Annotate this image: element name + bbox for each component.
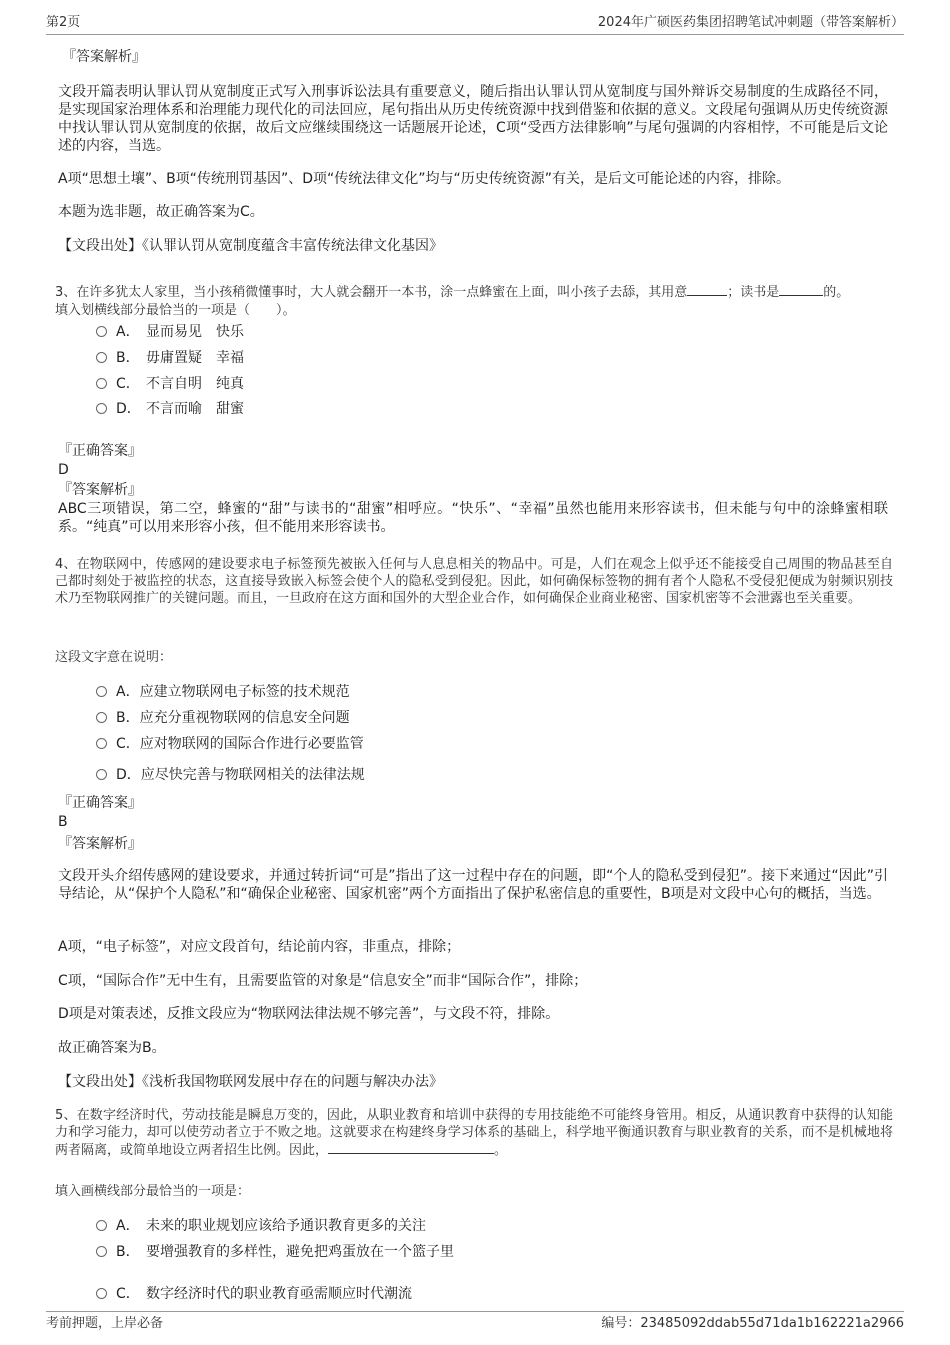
q4-answer-label: 『正确答案』 [58, 795, 142, 811]
radio-icon[interactable] [96, 686, 107, 697]
radio-icon[interactable] [96, 326, 107, 337]
q4-exclude-d: D项是对策表述，反推文段应为“物联网法律法规不够完善”，与文段不符，排除。 [58, 1006, 560, 1022]
radio-icon[interactable] [96, 1246, 107, 1257]
radio-icon[interactable] [96, 738, 107, 749]
q3-answer: D [58, 462, 69, 478]
q4-option-a[interactable]: A．应建立物联网电子标签的技术规范 [96, 683, 350, 701]
q4-exclude-c: C项，“国际合作”无中生有，且需要监管的对象是“信息安全”而非“国际合作”，排除； [58, 973, 588, 989]
q4-stem: 4、在物联网中，传感网的建设要求电子标签预先被嵌入任何与人息息相关的物品中。可是，人们在观念上似乎还不能接受自己周围的物品甚至自己都时刻处于被监控的状态，这直接导致嵌入标签会使个人的隐私受到侵犯。因此，如何确保标签物的拥有者个人隐私不受侵犯便成为射频识别技术乃至物联网推广的关键问题。而且，一旦政府在这方面和国外的大型企业合作，如何确保企业商业秘密、国家机密等不会泄露也至关重要。 [55, 557, 893, 606]
q4-prompt: 这段文字意在说明： [55, 650, 173, 665]
q3-option-d[interactable]: D． 不言而喻 甜蜜 [96, 400, 244, 418]
q4-option-c[interactable]: C．应对物联网的国际合作进行必要监管 [96, 735, 364, 753]
q5-option-c[interactable]: C． 数字经济时代的职业教育亟需顺应时代潮流 [96, 1285, 412, 1303]
document-id: 编号：23485092ddab55d71da1b162221a2966 [601, 1316, 904, 1331]
q4-source: 【文段出处】《浅析我国物联网发展中存在的问题与解决办法》 [58, 1074, 443, 1090]
radio-icon[interactable] [96, 1288, 107, 1299]
q2-analysis-text: 文段开篇表明认罪认罚从宽制度正式写入刑事诉讼法具有重要意义，随后指出认罪认罚从宽制度与国外辩诉交易制度的生成路径不同，是实现国家治理体系和治理能力现代化的司法回应，尾句指出从历史传统资源中找到借鉴和依据的意义。文段尾句强调从历史传统资源中找认罪认罚从宽制度的依据，故后文应继续围绕这一话题展开论述，C项“受西方法律影响”与尾句强调的内容相悖，不可能是后文论述的内容，当选。 [58, 84, 888, 154]
q5-prompt: 填入画横线部分最恰当的一项是： [55, 1184, 251, 1199]
q4-analysis-label: 『答案解析』 [58, 836, 142, 852]
q4-option-d[interactable]: D．应尽快完善与物联网相关的法律法规 [96, 766, 365, 784]
q3-stem-line2: 填入划横线部分最恰当的一项是（ ）。 [55, 303, 296, 318]
page-header [46, 14, 904, 35]
radio-icon[interactable] [96, 1220, 107, 1231]
q3-stem: 3、在许多犹太人家里，当小孩稍微懂事时，大人就会翻开一本书，涂一点蜂蜜在上面，叫小孩子去舔，其用意 ；读书是 的。 [55, 285, 850, 300]
document-title: 2024年广硕医药集团招聘笔试冲刺题（带答案解析） [597, 15, 904, 30]
radio-icon[interactable] [96, 769, 107, 780]
q5-option-a[interactable]: A． 未来的职业规划应该给予通识教育更多的关注 [96, 1217, 426, 1235]
q5-stem: 5、在数字经济时代，劳动技能是瞬息万变的，因此，从职业教育和培训中获得的专用技能绝不可能终身管用。相反，从通识教育中获得的认知能力和学习能力，却可以使劳动者立于不败之地。这就要求在构建终身学习体系的基础上，科学地平衡通识教育与职业教育的关系，而不是机械地将两者隔离，或简单地设立两者招生比例。因此， 。 [55, 1108, 893, 1158]
q2-conclusion: 本题为选非题，故正确答案为C。 [58, 204, 264, 220]
footer-slogan: 考前押题，上岸必备 [46, 1316, 164, 1331]
page-footer [46, 1311, 904, 1334]
q3-analysis-label: 『答案解析』 [58, 482, 142, 498]
q3-analysis-text: ABC三项错误，第二空，蜂蜜的“甜”与读书的“甜蜜”相呼应。“快乐”、“幸福”虽然也能用来形容读书，但未能与句中的涂蜂蜜相联系。“纯真”可以用来形容小孩，但不能用来形容读书。 [58, 501, 888, 535]
q3-option-b[interactable]: B． 毋庸置疑 幸福 [96, 349, 244, 367]
q3-answer-label: 『正确答案』 [58, 443, 142, 459]
q3-blank-2 [779, 283, 823, 296]
q3-option-c[interactable]: C． 不言自明 纯真 [96, 375, 244, 393]
q3-blank-1 [687, 283, 727, 296]
q4-conclusion: 故正确答案为B。 [58, 1040, 166, 1056]
radio-icon[interactable] [96, 712, 107, 723]
radio-icon[interactable] [96, 403, 107, 414]
q5-option-b[interactable]: B． 要增强教育的多样性，避免把鸡蛋放在一个篮子里 [96, 1243, 454, 1261]
q2-exclude-text: A项“思想土壤”、B项“传统刑罚基因”、D项“传统法律文化”均与“历史传统资源”有关，是后文可能论述的内容，排除。 [58, 171, 790, 187]
q2-source: 【文段出处】《认罪认罚从宽制度蕴含丰富传统法律文化基因》 [58, 238, 443, 254]
q3-option-a[interactable]: A． 显而易见 快乐 [96, 323, 244, 341]
q5-blank [328, 1141, 494, 1154]
q2-analysis-label: 『答案解析』 [62, 49, 146, 65]
radio-icon[interactable] [96, 352, 107, 363]
q4-option-b[interactable]: B．应充分重视物联网的信息安全问题 [96, 709, 350, 727]
q4-answer: B [58, 814, 68, 830]
q4-analysis-text: 文段开头介绍传感网的建设要求，并通过转折词“可是”指出了这一过程中存在的问题，即“个人的隐私受到侵犯”。接下来通过“因此”引导结论，从“保护个人隐私”和“确保企业秘密、国家机密”两个方面指出了保护私密信息的重要性，B项是对文段中心句的概括，当选。 [58, 868, 888, 902]
q4-exclude-a: A项，“电子标签”，对应文段首句，结论前内容，非重点，排除； [58, 939, 461, 955]
radio-icon[interactable] [96, 378, 107, 389]
page-number: 第2页 [46, 15, 81, 30]
